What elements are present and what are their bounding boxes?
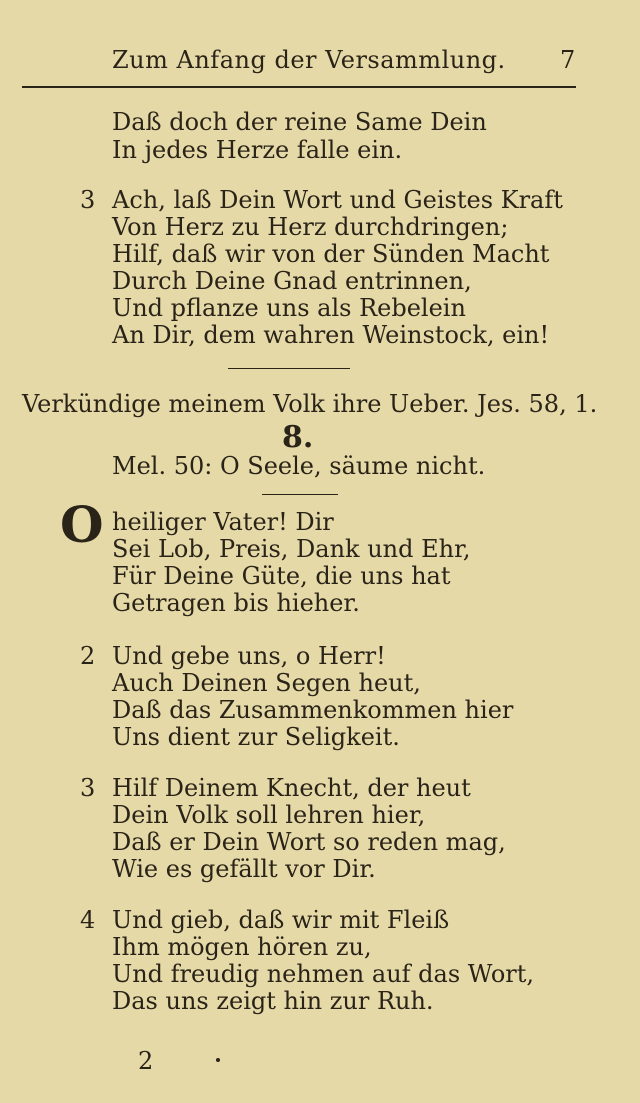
- verse-line: Dein Volk soll lehren hier,: [112, 801, 426, 829]
- drop-cap: O: [60, 495, 104, 554]
- verse-line: Daß das Zusammenkommen hier: [112, 696, 514, 724]
- verse-number: 2: [80, 642, 96, 670]
- verse-line: Uns dient zur Seligkeit.: [112, 723, 400, 751]
- verse-line: Daß er Dein Wort so reden mag,: [112, 828, 506, 856]
- verse-line: Und freudig nehmen auf das Wort,: [112, 960, 535, 988]
- verse-line: Getragen bis hieher.: [112, 589, 360, 617]
- verse-line: Und gieb, daß wir mit Fleiß: [112, 906, 450, 934]
- verse-line: Durch Deine Gnad entrinnen,: [112, 267, 472, 295]
- verse-line: Und pflanze uns als Rebelein: [112, 294, 466, 322]
- verse-line: Ach, laß Dein Wort und Geistes Kraft: [112, 186, 563, 214]
- verse-line: Für Deine Güte, die uns hat: [112, 562, 451, 590]
- melody-line: Mel. 50: O Seele, säume nicht.: [112, 452, 486, 480]
- printer-dot: [216, 1058, 220, 1062]
- verse-line: In jedes Herze falle ein.: [112, 136, 403, 164]
- verse-line: Auch Deinen Segen heut,: [112, 669, 421, 697]
- scripture-reference: Verkündige meinem Volk ihre Ueber. Jes. 58, 1.: [22, 390, 598, 418]
- verse-line: Ihm mögen hören zu,: [112, 933, 372, 961]
- header-rule: [22, 86, 576, 88]
- melody-divider: [262, 494, 338, 495]
- verse-line: Sei Lob, Preis, Dank und Ehr,: [112, 535, 471, 563]
- page-number: 7: [560, 46, 576, 74]
- verse-line: An Dir, dem wahren Weinstock, ein!: [112, 321, 550, 349]
- verse-number: 3: [80, 186, 96, 214]
- verse-line: Hilf, daß wir von der Sünden Macht: [112, 240, 550, 268]
- signature-mark: 2: [138, 1047, 154, 1075]
- hymn-number: 8.: [282, 420, 314, 455]
- verse-number: 4: [80, 906, 96, 934]
- verse-line: Wie es gefällt vor Dir.: [112, 855, 376, 883]
- verse-line: Daß doch der reine Same Dein: [112, 108, 487, 136]
- verse-line: Und gebe uns, o Herr!: [112, 642, 386, 670]
- verse-line: Das uns zeigt hin zur Ruh.: [112, 987, 434, 1015]
- section-divider: [228, 368, 350, 369]
- verse-line: Von Herz zu Herz durchdringen;: [112, 213, 509, 241]
- verse-number: 3: [80, 774, 96, 802]
- verse-line: heiliger Vater! Dir: [112, 508, 334, 536]
- verse-line: Hilf Deinem Knecht, der heut: [112, 774, 471, 802]
- running-header: Zum Anfang der Versammlung.: [112, 46, 506, 74]
